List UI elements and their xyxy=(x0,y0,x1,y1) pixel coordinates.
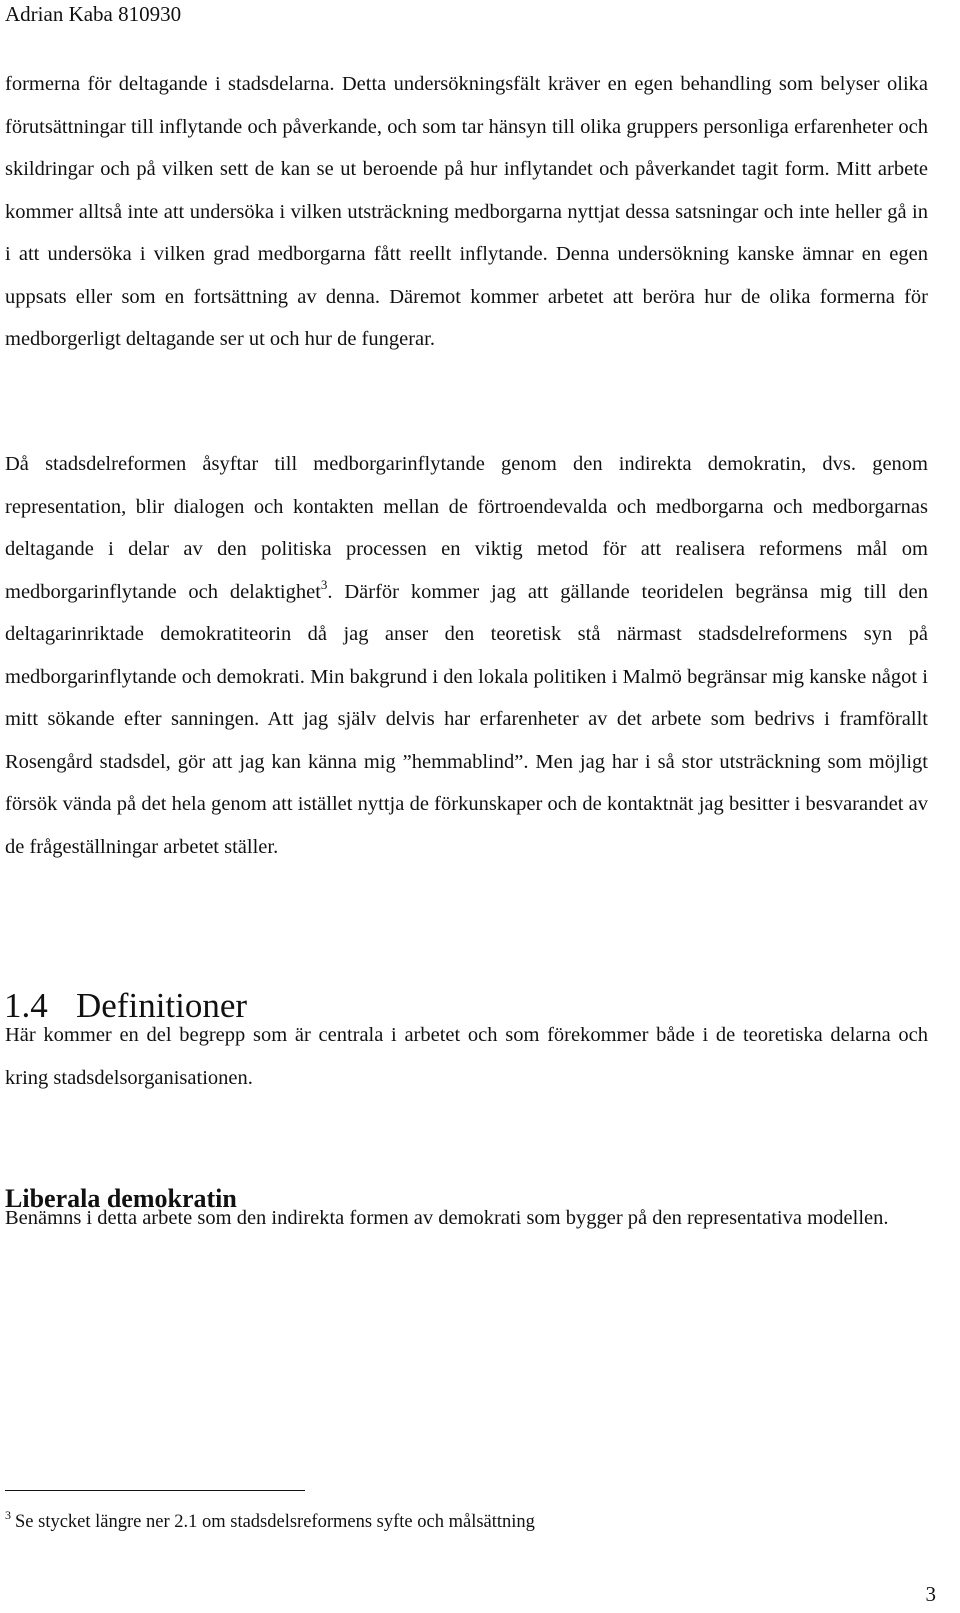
footnote-separator xyxy=(5,1490,305,1491)
paragraph-method xyxy=(5,443,928,868)
footnote xyxy=(5,1510,535,1534)
footnote-reference: 3 xyxy=(320,576,328,592)
subheading: Liberala demokratin xyxy=(5,1184,237,1213)
section-title: Definitioner xyxy=(76,986,248,1025)
page-header: Adrian Kaba 810930 xyxy=(5,2,182,26)
page-number: 3 xyxy=(925,1582,936,1606)
footnote-text: Se stycket längre ner 2.1 om stadsdelsreformens syfte och målsättning xyxy=(15,1512,535,1532)
paragraph-intro: formerna för deltagande i stadsdelarna. Detta undersökningsfält kräver en egen behandling som belyser olika förutsättningar till inflytande och påverkande, och som tar hänsyn till olika gruppers personliga erfarenheter och skildringar och på vilken sett de kan se ut beroende på hur inflytandet och påverkandet tagit form. Mitt arbete kommer alltså inte att undersöka i vilken utsträckning medborgarna nyttjat dessa satsningar och inte heller gå in i att undersöka i vilken grad medborgarna fått reellt inflytande. Denna undersökning kanske ämnar en egen uppsats eller som en fortsättning av denna. Däremot kommer arbetet att beröra hur de olika formerna för medborgerligt deltagande ser ut och hur de fungerar. xyxy=(5,73,928,350)
paragraph-definitions-intro: Här kommer en del begrepp som är centrala i arbetet och som förekommer både i de teoretiska delarna och kring stadsdelsorganisationen. xyxy=(5,1024,928,1089)
paragraph-liberal-democracy: Benämns i detta arbete som den indirekta formen av demokrati som bygger på den representativa modellen. xyxy=(5,1207,889,1229)
paragraph-method-text-1: Då stadsdelreformen åsyftar till medborgarinflytande genom den indirekta demokratin, dvs. genom representation, blir dialogen och kontakten mellan de förtroendevalda och medborgarna och medborgarnas deltagande i delar av den politiska processen en viktig metod för att realisera reformens mål om medborgarinflytande och delaktighet xyxy=(5,453,928,603)
paragraph-method-text-2: . Därför kommer jag att gällande teoridelen begränsa mig till den deltagarinriktade demokratiteorin då jag anser den teoretisk stå närmast stadsdelreformens syn på medborgarinflytande och demokrati. Min bakgrund i den lokala politiken i Malmö begränsar mig kanske något i mitt sökande efter sanningen. Att jag själv delvis har erfarenheter av det arbete som bedrivs i framförallt Rosengård stadsdel, gör att jag kan känna mig ”hemmablind”. Men jag har i så stor utsträckning som möjligt försök vända på det hela genom att istället nyttja de förkunskaper och de kontaktnät jag besitter i besvarandet av de frågeställningar arbetet ställer. xyxy=(5,580,928,858)
footnote-marker: 3 xyxy=(5,1508,11,1522)
section-number: 1.4 xyxy=(4,986,48,1025)
